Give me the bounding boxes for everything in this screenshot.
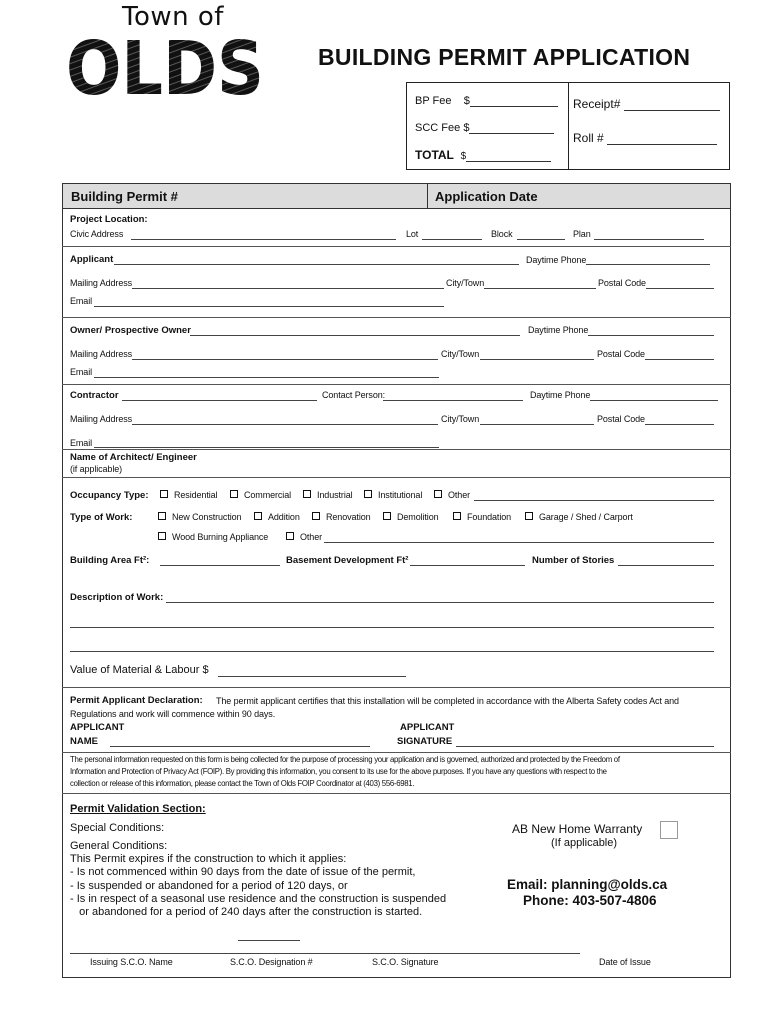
condition-bullet-4: or abandoned for a period of 240 days after the construction is started. — [70, 906, 423, 918]
contact-person-field[interactable] — [383, 399, 523, 401]
owner-email-field[interactable] — [94, 376, 439, 378]
addition-label: Addition — [268, 512, 300, 522]
declaration-text-2: Regulations and work will commence within 90 days. — [70, 709, 276, 719]
basement-label: Basement Development Ft² — [286, 555, 409, 566]
garage-label: Garage / Shed / Carport — [539, 512, 633, 522]
architect-sub-label: (if applicable) — [70, 464, 123, 474]
privacy-line-1: The personal information requested on this form is being collected for the purpose of processing your application and is governed, authorized and protected by the Freedom of — [70, 755, 620, 764]
renovation-checkbox[interactable] — [312, 512, 320, 520]
applicant-name-field[interactable] — [110, 745, 370, 747]
roll-field[interactable]: Roll # — [573, 131, 717, 145]
applicant-mailing-field[interactable] — [132, 287, 444, 289]
owner-city-label: City/Town — [441, 349, 480, 359]
description-field-1[interactable] — [166, 601, 714, 603]
stories-label: Number of Stories — [532, 555, 615, 566]
contractor-postal-field[interactable] — [645, 423, 714, 425]
owner-postal-label: Postal Code — [597, 349, 645, 359]
condition-bullet-3: - Is in respect of a seasonal use residence and the construction is suspended — [70, 893, 447, 905]
contractor-city-field[interactable] — [480, 423, 594, 425]
work-other-field[interactable] — [324, 541, 714, 543]
owner-city-field[interactable] — [480, 358, 594, 360]
applicant-postal-field[interactable] — [646, 287, 714, 289]
contractor-mailing-label: Mailing Address — [70, 414, 133, 424]
building-area-label: Building Area Ft²: — [70, 555, 150, 566]
contractor-postal-label: Postal Code — [597, 414, 645, 424]
description-field-2[interactable] — [70, 626, 714, 628]
validation-title: Permit Validation Section: — [70, 803, 206, 815]
owner-mailing-field[interactable] — [132, 358, 438, 360]
sco-designation-label: S.C.O. Designation # — [230, 957, 313, 967]
svg-text:OLDS: OLDS — [66, 26, 264, 112]
special-conditions-label: Special Conditions: — [70, 822, 165, 834]
warranty-label: AB New Home Warranty — [512, 822, 643, 836]
permit-header-row — [62, 183, 731, 209]
block-label: Block — [491, 229, 513, 239]
date-of-issue-label: Date of Issue — [599, 957, 651, 967]
civic-address-label: Civic Address — [70, 229, 124, 239]
fee-box — [406, 82, 730, 170]
bp-fee-field[interactable]: BP Fee $ — [415, 95, 558, 107]
sco-short-line[interactable] — [238, 939, 300, 941]
applicant-city-field[interactable] — [484, 287, 596, 289]
description-field-3[interactable] — [70, 650, 714, 652]
plan-label: Plan — [573, 229, 591, 239]
owner-phone-label: Daytime Phone — [528, 325, 589, 335]
commercial-checkbox[interactable] — [230, 490, 238, 498]
contractor-email-label: Email — [70, 438, 93, 448]
value-field[interactable] — [218, 675, 406, 677]
receipt-field[interactable]: Receipt# — [573, 97, 720, 111]
application-date-label: Application Date — [435, 189, 538, 204]
declaration-text-1: The permit applicant certifies that this installation will be completed in accordance with the Alberta Safety codes Act and — [216, 696, 679, 706]
applicant-label: Applicant — [70, 254, 114, 265]
applicant-field[interactable] — [114, 263, 519, 265]
addition-checkbox[interactable] — [254, 512, 262, 520]
plan-field[interactable] — [594, 238, 704, 240]
institutional-checkbox[interactable] — [364, 490, 372, 498]
lot-field[interactable] — [422, 238, 482, 240]
contractor-city-label: City/Town — [441, 414, 480, 424]
olds-logo — [66, 26, 266, 112]
privacy-line-2: Information and Protection of Privacy Act (FOIP). By providing this information, you consent to its use for the above purposes. If you have any questions with respect to the — [70, 767, 607, 776]
garage-checkbox[interactable] — [525, 512, 533, 520]
applicant-signature-field[interactable] — [456, 745, 714, 747]
demolition-checkbox[interactable] — [383, 512, 391, 520]
contractor-mailing-field[interactable] — [132, 423, 438, 425]
wood-burning-label: Wood Burning Appliance — [172, 532, 269, 542]
applicant-email-field[interactable] — [94, 305, 444, 307]
industrial-checkbox[interactable] — [303, 490, 311, 498]
owner-field[interactable] — [190, 334, 520, 336]
town-of-text: Town of — [122, 2, 224, 32]
applicant-city-label: City/Town — [446, 278, 485, 288]
contractor-email-field[interactable] — [94, 446, 439, 448]
commercial-label: Commercial — [244, 490, 292, 500]
occupancy-other-label: Other — [448, 490, 471, 500]
residential-checkbox[interactable] — [160, 490, 168, 498]
contractor-phone-label: Daytime Phone — [530, 390, 591, 400]
declaration-label: Permit Applicant Declaration: — [70, 695, 203, 706]
applicant-phone-label: Daytime Phone — [526, 255, 587, 265]
owner-email-label: Email — [70, 367, 93, 377]
contact-person-label: Contact Person: — [322, 390, 386, 400]
warranty-sub-label: (If applicable) — [551, 837, 618, 849]
value-label: Value of Material & Labour $ — [70, 664, 209, 676]
occupancy-other-checkbox[interactable] — [434, 490, 442, 498]
owner-mailing-label: Mailing Address — [70, 349, 133, 359]
applicant-email-label: Email — [70, 296, 93, 306]
applicant-signature-label-2: SIGNATURE — [397, 736, 453, 747]
institutional-label: Institutional — [378, 490, 423, 500]
applicant-name-label-1: APPLICANT — [70, 722, 125, 733]
sco-signature-label: S.C.O. Signature — [372, 957, 439, 967]
applicant-name-label-2: NAME — [70, 736, 98, 747]
applicant-postal-label: Postal Code — [598, 278, 646, 288]
residential-label: Residential — [174, 490, 218, 500]
work-type-label: Type of Work: — [70, 512, 133, 523]
sco-signoff-line[interactable] — [70, 952, 580, 954]
work-other-label: Other — [300, 532, 323, 542]
contact-email: Email: planning@olds.ca — [507, 877, 668, 892]
warranty-checkbox[interactable] — [660, 821, 678, 839]
privacy-line-3: collection or release of this information, please contact the Town of Olds FOIP Coordinator at (403) 556-6981. — [70, 779, 415, 788]
applicant-phone-field[interactable] — [586, 263, 710, 265]
applicant-signature-label-1: APPLICANT — [400, 722, 455, 733]
contact-phone: Phone: 403-507-4806 — [523, 893, 657, 908]
expires-text: This Permit expires if the construction to which it applies: — [70, 853, 347, 865]
scc-fee-field[interactable]: SCC Fee $ — [415, 122, 554, 134]
work-other-checkbox[interactable] — [286, 532, 294, 540]
basement-field[interactable] — [410, 564, 525, 566]
foundation-checkbox[interactable] — [453, 512, 461, 520]
description-label: Description of Work: — [70, 592, 164, 603]
owner-phone-field[interactable] — [588, 334, 714, 336]
foundation-label: Foundation — [467, 512, 512, 522]
stories-field[interactable] — [618, 564, 714, 566]
owner-label: Owner/ Prospective Owner — [70, 325, 191, 336]
industrial-label: Industrial — [317, 490, 353, 500]
contractor-field[interactable] — [122, 399, 317, 401]
new-construction-checkbox[interactable] — [158, 512, 166, 520]
condition-bullet-2: - Is suspended or abandoned for a period of 120 days, or — [70, 880, 348, 892]
condition-bullet-1: - Is not commenced within 90 days from the date of issue of the permit, — [70, 866, 416, 878]
total-field[interactable]: TOTAL $ — [415, 148, 551, 162]
block-field[interactable] — [517, 238, 565, 240]
building-permit-label: Building Permit # — [71, 189, 178, 204]
project-location-title: Project Location: — [70, 214, 148, 225]
occupancy-other-field[interactable] — [474, 499, 714, 501]
building-area-field[interactable] — [160, 564, 280, 566]
architect-label: Name of Architect/ Engineer — [70, 452, 197, 463]
new-construction-label: New Construction — [172, 512, 242, 522]
occupancy-label: Occupancy Type: — [70, 490, 149, 501]
sco-name-label: Issuing S.C.O. Name — [90, 957, 173, 967]
demolition-label: Demolition — [397, 512, 439, 522]
wood-burning-checkbox[interactable] — [158, 532, 166, 540]
contractor-phone-field[interactable] — [590, 399, 718, 401]
lot-label: Lot — [406, 229, 419, 239]
applicant-mailing-label: Mailing Address — [70, 278, 133, 288]
renovation-label: Renovation — [326, 512, 371, 522]
general-conditions-label: General Conditions: — [70, 840, 168, 852]
civic-address-field[interactable] — [131, 238, 396, 240]
contractor-label: Contractor — [70, 390, 119, 401]
owner-postal-field[interactable] — [645, 358, 714, 360]
page-title: BUILDING PERMIT APPLICATION — [318, 44, 691, 70]
